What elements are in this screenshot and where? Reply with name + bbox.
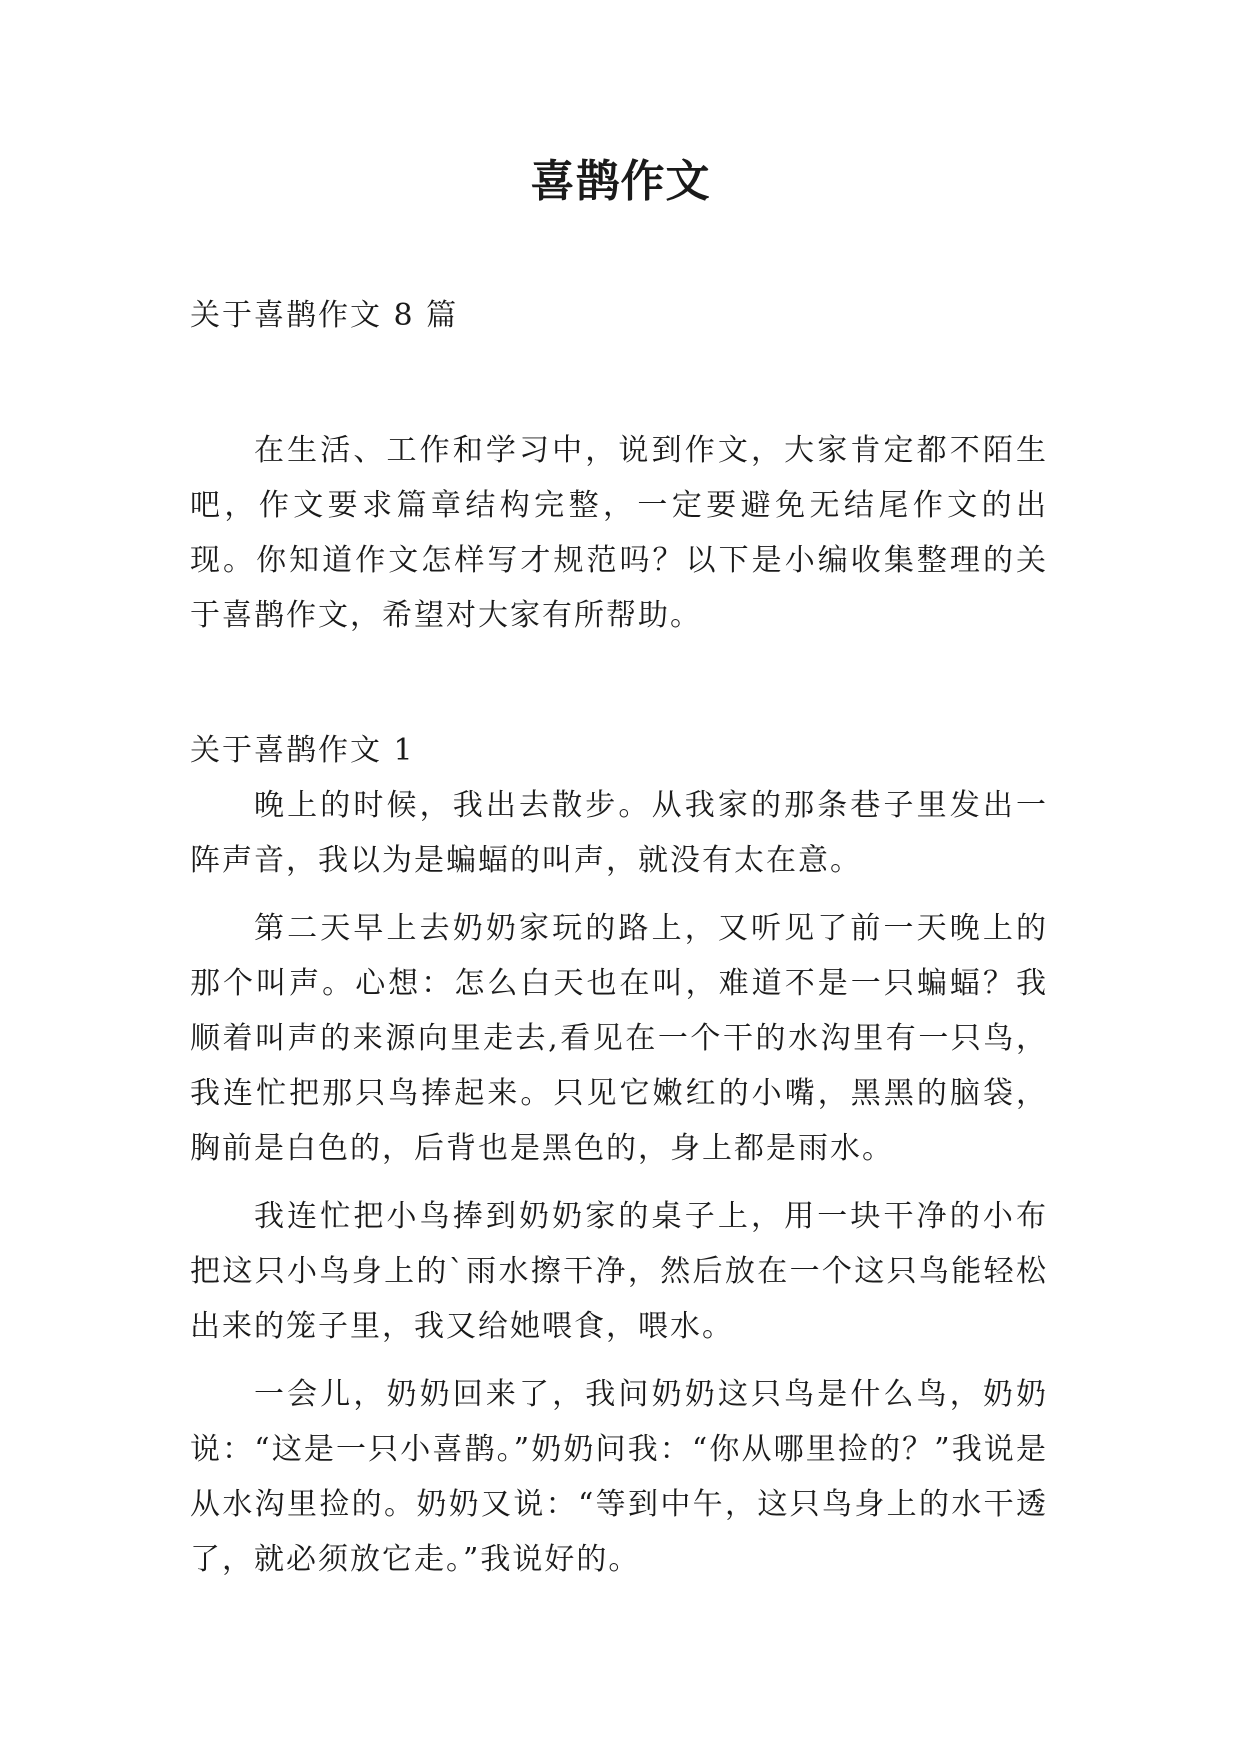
document-body bbox=[190, 288, 1048, 1600]
document-title: 喜鹊作文 bbox=[530, 156, 711, 207]
section-heading: 关于喜鹊作文 1 bbox=[190, 733, 415, 768]
body-paragraph: 晚上的时候，我出去散步。从我家的那条巷子里发出一阵声音，我以为是蝙蝠的叫声，就没有太在意。 bbox=[190, 788, 1048, 878]
intro-paragraph: 在生活、工作和学习中，说到作文，大家肯定都不陌生吧，作文要求篇章结构完整，一定要避免无结尾作文的出现。你知道作文怎样写才规范吗？以下是小编收集整理的关于喜鹊作文，希望对大家有所帮助。 bbox=[190, 433, 1048, 633]
body-paragraph: 第二天早上去奶奶家玩的路上，又听见了前一天晚上的那个叫声。心想：怎么白天也在叫，难道不是一只蝙蝠？我顺着叫声的来源向里走去,看见在一个干的水沟里有一只鸟，我连忙把那只鸟捧起来。只见它嫩红的小嘴，黑黑的脑袋，胸前是白色的，后背也是黑色的，身上都是雨水。 bbox=[190, 911, 1048, 1166]
body-paragraph: 一会儿，奶奶回来了，我问奶奶这只鸟是什么鸟，奶奶说：“这是一只小喜鹊。”奶奶问我：“你从哪里捡的？”我说是从水沟里捡的。奶奶又说：“等到中午，这只鸟身上的水干透了，就必须放它走。”我说好的。 bbox=[190, 1377, 1048, 1577]
body-paragraph: 我连忙把小鸟捧到奶奶家的桌子上，用一块干净的小布把这只小鸟身上的`雨水擦干净，然后放在一个这只鸟能轻松出来的笼子里，我又给她喂食，喂水。 bbox=[190, 1199, 1048, 1344]
document-subtitle: 关于喜鹊作文 8 篇 bbox=[190, 298, 459, 333]
